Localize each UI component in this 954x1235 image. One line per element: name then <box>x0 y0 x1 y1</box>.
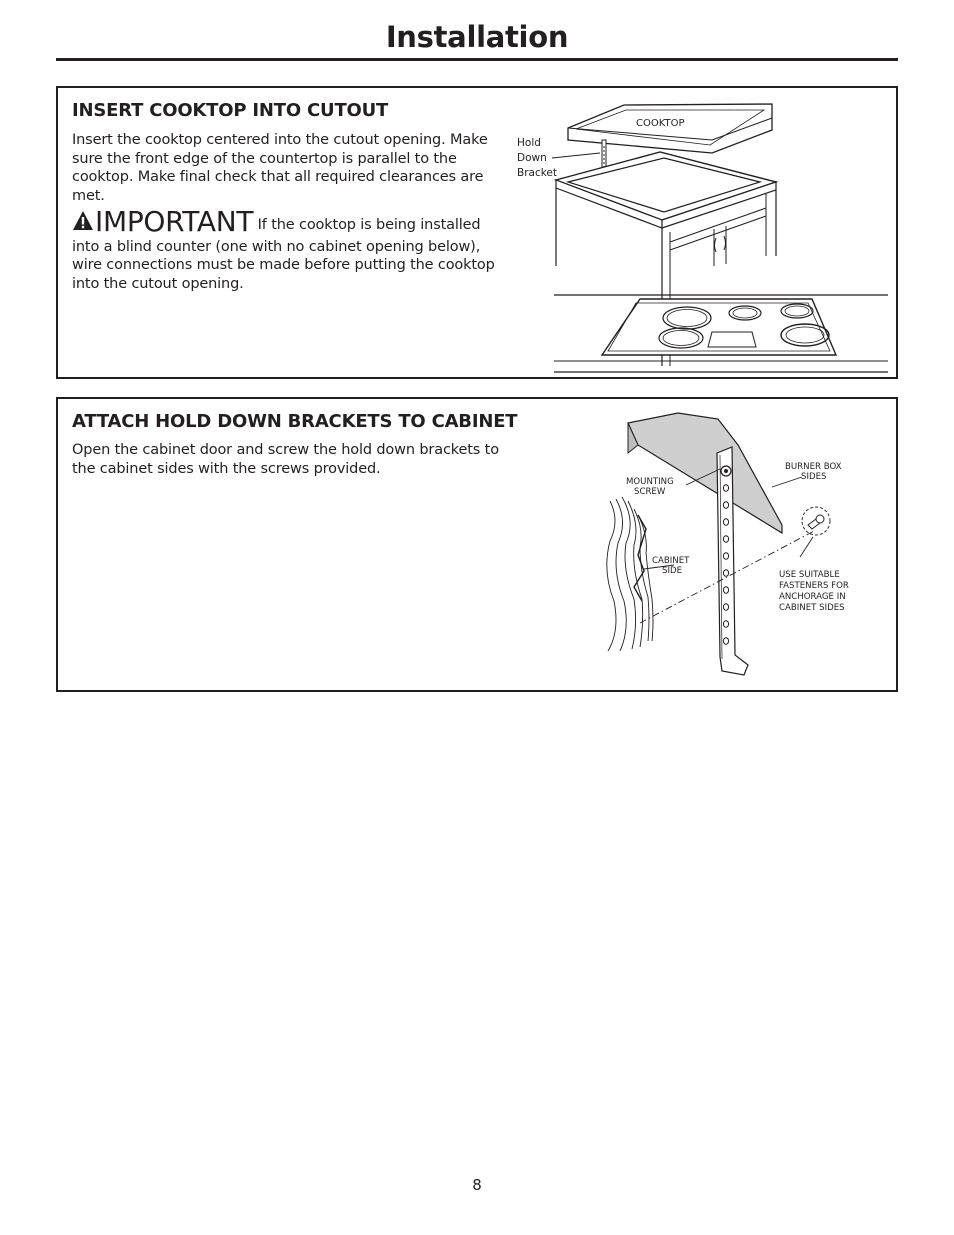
label-cooktop: COOKTOP <box>636 118 685 129</box>
page-title: Installation <box>385 20 569 54</box>
bracket-attach-figure <box>598 405 893 687</box>
section-heading: ATTACH HOLD DOWN BRACKETS TO CABINET <box>72 411 518 432</box>
title-rule <box>56 58 898 61</box>
label-fasteners-2: FASTENERS FOR <box>779 581 849 591</box>
warning-triangle-icon <box>72 210 94 238</box>
page-number: 8 <box>472 1176 482 1194</box>
section-attach-brackets <box>56 397 898 692</box>
label-down: Down <box>517 152 547 164</box>
label-hold: Hold <box>517 137 541 149</box>
label-mounting-screw-2: SCREW <box>634 487 666 497</box>
label-cabinet-side-1: CABINET <box>652 556 690 566</box>
section-paragraph: Open the cabinet door and screw the hold down brackets to the cabinet sides with the screws provided. <box>72 442 499 477</box>
important-note <box>72 205 512 294</box>
section-paragraph: Insert the cooktop centered into the cutout opening. Make sure the front edge of the countertop is parallel to the cooktop. Make final check that all required clearances are met. <box>72 132 488 205</box>
important-text: If the cooktop is being installed into a blind counter (one with no cabinet opening below), wire connections must be made before putting the cooktop into the cutout opening. <box>72 217 495 293</box>
label-cabinet-side-2: SIDE <box>662 566 683 576</box>
cooktop-install-figure <box>514 96 894 374</box>
section-insert-cooktop <box>56 86 898 379</box>
label-bracket: Bracket <box>517 167 558 179</box>
label-burner-box-2: SIDES <box>801 472 827 482</box>
label-fasteners-1: USE SUITABLE <box>779 570 840 580</box>
label-fasteners-3: ANCHORAGE IN <box>779 592 846 602</box>
label-fasteners-4: CABINET SIDES <box>779 603 845 613</box>
label-burner-box-1: BURNER BOX <box>785 462 842 472</box>
label-mounting-screw-1: MOUNTING <box>626 477 674 487</box>
section-heading: INSERT COOKTOP INTO CUTOUT <box>72 100 389 121</box>
important-label: IMPORTANT <box>95 205 254 238</box>
